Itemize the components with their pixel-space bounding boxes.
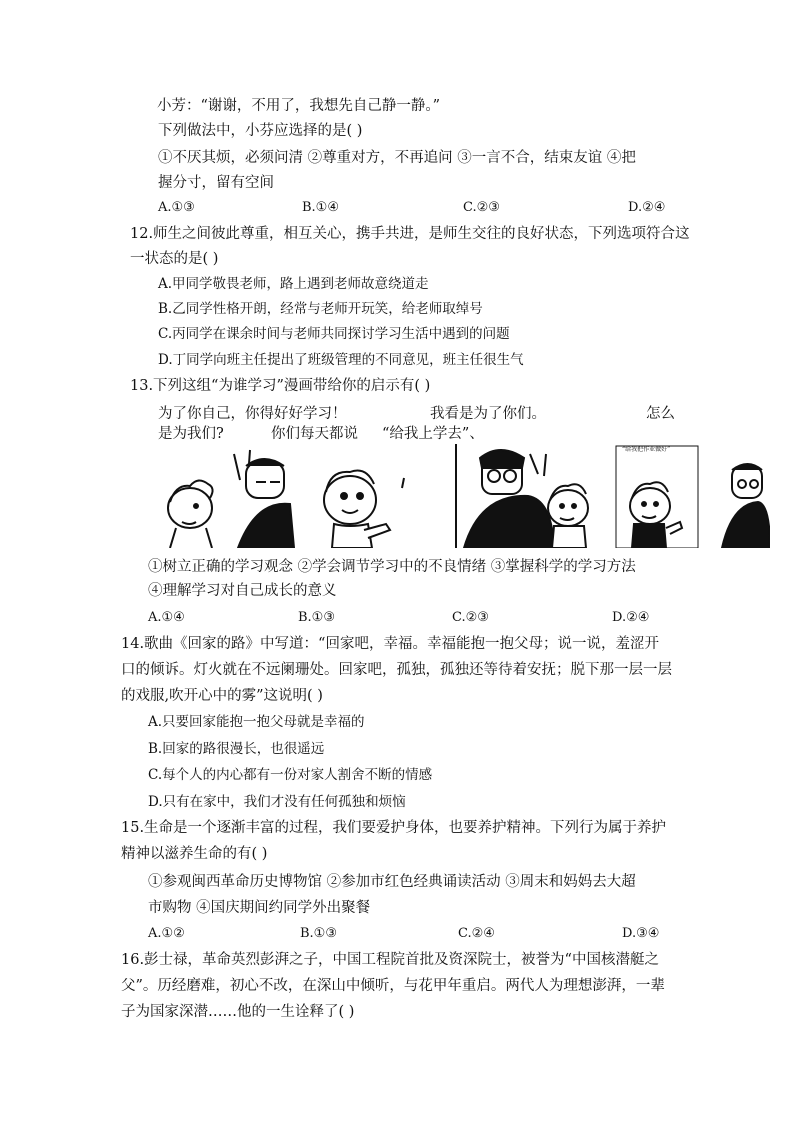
comic-caption-2: 我看是为了你们。	[430, 406, 546, 422]
q15-option-d[interactable]: D.③④	[622, 926, 660, 941]
comic-panel-3	[456, 444, 588, 548]
q11-option-b[interactable]: B.①④	[302, 200, 339, 215]
q12-stem-line2: 一状态的是( )	[130, 251, 219, 267]
q15-option-c[interactable]: C.②④	[458, 926, 495, 941]
q11-option-d[interactable]: D.②④	[628, 200, 666, 215]
q13-option-a[interactable]: A.①④	[148, 610, 185, 625]
q11-prompt: 下列做法中，小芬应选择的是( )	[158, 123, 363, 139]
q12-option-a[interactable]: A.甲同学敬畏老师，路上遇到老师故意绕道走	[158, 276, 429, 292]
q12-option-d[interactable]: D.丁同学向班主任提出了班级管理的不同意见，班主任很生气	[158, 352, 524, 368]
q14-option-a[interactable]: A.只要回家能抱一抱父母就是幸福的	[148, 714, 365, 730]
q11-statements-line2: 握分寸，留有空间	[158, 175, 274, 191]
q11-option-a[interactable]: A.①③	[158, 200, 195, 215]
q15-stem-line1: 15.生命是一个逐渐丰富的过程，我们要爱护身体，也要养护精神。下列行为属于养护	[121, 820, 667, 836]
q13-stem: 13.下列这组“为谁学习”漫画带给你的启示有( )	[130, 378, 431, 394]
comic-caption-5: “给我上学去”、	[382, 426, 484, 442]
q13-option-c[interactable]: C.②③	[452, 610, 489, 625]
comic-panel-text: “给我把作业做好”	[622, 446, 671, 453]
comic-caption-4: 你们每天都说	[271, 426, 358, 442]
q15-statements-line1: ①参观闽西革命历史博物馆 ②参加市红色经典诵读活动 ③周末和妈妈去大超	[148, 874, 636, 890]
comic-panel-2	[324, 471, 404, 549]
q13-option-d[interactable]: D.②④	[612, 610, 650, 625]
comic-strip	[158, 444, 770, 548]
q16-stem-line1: 16.彭士禄，革命英烈彭湃之子，中国工程院首批及资深院士，被誉为“中国核潜艇之	[121, 952, 659, 968]
q16-stem-line2: 父”。历经磨难，初心不改，在深山中倾听，与花甲年重启。两代人为理想澎湃，一辈	[121, 978, 665, 994]
comic-panel-1	[168, 450, 294, 548]
q11-dialogue: 小芳：“谢谢，不用了，我想先自己静一静。”	[157, 98, 441, 114]
q11-option-c[interactable]: C.②③	[463, 200, 500, 215]
q14-option-d[interactable]: D.只有在家中，我们才没有任何孤独和烦恼	[148, 794, 406, 810]
q13-statements-line2: ④理解学习对自己成长的意义	[148, 583, 337, 599]
q15-stem-line2: 精神以滋养生命的有( )	[121, 846, 268, 862]
q12-option-c[interactable]: C.丙同学在课余时间与老师共同探讨学习生活中遇到的问题	[158, 326, 510, 342]
comic-caption-3a: 怎么	[646, 406, 675, 422]
comic-panel-4	[616, 446, 770, 548]
q14-option-c[interactable]: C.每个人的内心都有一份对家人割舍不断的情感	[148, 767, 433, 783]
comic-caption-3b: 是为我们?	[158, 426, 224, 442]
q14-stem-line1: 14.歌曲《回家的路》中写道：“回家吧，幸福。幸福能抱一抱父母；说一说，羞涩开	[121, 636, 659, 652]
q13-option-b[interactable]: B.①③	[298, 610, 335, 625]
q14-stem-line3: 的戏服,吹开心中的雾”这说明( )	[121, 688, 323, 704]
q14-option-b[interactable]: B.回家的路很漫长，也很遥远	[148, 741, 325, 757]
q15-option-b[interactable]: B.①③	[300, 926, 337, 941]
q15-option-a[interactable]: A.①②	[148, 926, 185, 941]
q16-stem-line3: 子为国家深潜……他的一生诠释了( )	[121, 1004, 355, 1020]
q15-statements-line2: 市购物 ④国庆期间约同学外出聚餐	[148, 900, 371, 916]
q12-option-b[interactable]: B.乙同学性格开朗，经常与老师开玩笑，给老师取绰号	[158, 301, 483, 317]
comic-caption-1: 为了你自己，你得好好学习！	[158, 406, 347, 422]
q11-statements-line1: ①不厌其烦，必须问清 ②尊重对方，不再追问 ③一言不合，结束友谊 ④把	[158, 150, 636, 166]
q13-statements-line1: ①树立正确的学习观念 ②学会调节学习中的不良情绪 ③掌握科学的学习方法	[148, 559, 636, 575]
q14-stem-line2: 口的倾诉。灯火就在不远阑珊处。回家吧，孤独，孤独还等待着安抚；脱下那一层一层	[121, 662, 672, 678]
q12-stem-line1: 12.师生之间彼此尊重，相互关心，携手共进，是师生交往的良好状态，下列选项符合这	[130, 226, 690, 242]
